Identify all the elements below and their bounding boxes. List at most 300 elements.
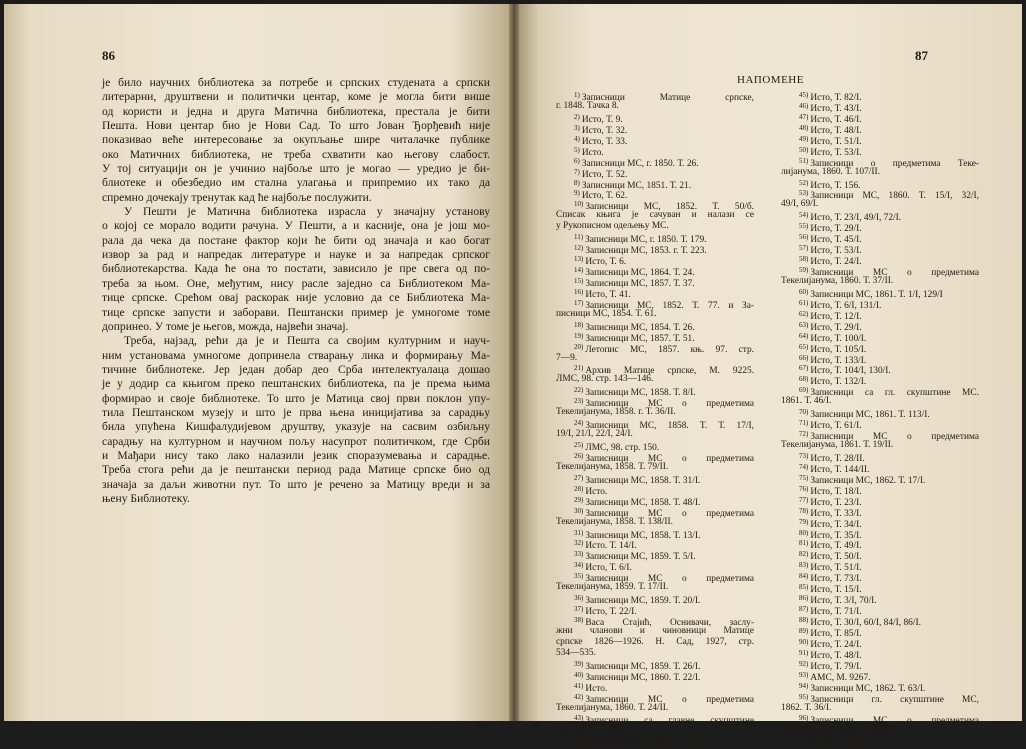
footnote-number: 94) (799, 681, 809, 690)
footnote-line (556, 495, 754, 506)
body-line: је било научних библиотека за потребе и српских студената а српски (102, 76, 490, 89)
footnote-line (556, 549, 754, 563)
footnote-number: 64) (799, 331, 809, 340)
footnote-line (781, 265, 979, 276)
footnote-text: Исто. (585, 486, 608, 497)
footnote-text: Исто, Т. 62. (581, 191, 628, 202)
footnote-number: 28) (574, 484, 584, 493)
footnote-number: 96) (799, 714, 809, 723)
footnote-line (781, 101, 979, 112)
footnote-text: Исто, Т. 46/І. (810, 114, 862, 125)
footnote-number: 20) (574, 342, 584, 351)
body-line: показивао веће интересовање за окупљање шире читалачке публике (102, 133, 490, 147)
footnote-text: Исто, Т. 12/І. (810, 311, 862, 322)
footnote-text: Записници МС, 1862. Т. 63/І. (810, 683, 926, 694)
footnote-number: 73) (799, 451, 809, 460)
footnote-text: Текелијанума, 1863. Т. 36/ІІ. (781, 724, 894, 735)
footnote-number: 54) (799, 211, 809, 220)
footnote-number: 88) (799, 616, 809, 624)
footnote-line (781, 604, 979, 618)
footnote-text: Записници МС о предметима (585, 694, 754, 705)
notes-heading: НАПОМЕНЕ (737, 74, 804, 86)
footnote-number: 39) (574, 659, 584, 668)
footnote-number: 50) (799, 145, 809, 154)
footnote-text: у Рукописном одељењу МС. (556, 221, 669, 232)
footnote-text: Текелијанума, 1860. Т. 24/ІІ. (556, 702, 669, 713)
footnote-text: Исто, Т. 61/І. (810, 421, 862, 432)
footnote-text: Записници МС, 1854. Т. 26. (585, 322, 695, 333)
footnote-line (556, 528, 754, 539)
body-line: од користи и једна и друга Матична библиотека, престала је бити (102, 104, 490, 118)
footnote-line (556, 320, 754, 331)
footnote-text: Исто, Т. 104/І, 130/І. (810, 366, 891, 377)
footnote-text: Записници МС, 1858. Т. 13/І. (585, 530, 701, 541)
footnote-line (556, 210, 754, 221)
footnote-text: писници МС, 1854. Т. 61. (556, 308, 657, 319)
footnote-number: 17) (574, 298, 584, 307)
body-line: око Матичних библиотека, не треба схватити као његову слабост. (102, 147, 490, 161)
footnote-text: Записници МС, 1864. Т. 24. (585, 268, 695, 278)
footnote-number: 57) (799, 244, 809, 253)
footnote-line (556, 735, 754, 749)
footnote-text: Записници МС, 1861. Т. 113/І. (810, 410, 930, 421)
footnote-line (781, 342, 979, 353)
footnote-text: Исто, Т. 51/І. (810, 136, 862, 147)
footnote-number: 5) (574, 145, 580, 154)
body-line: У тој ситуацији он је учинио најбоље што је могао — уредио је би- (102, 162, 490, 176)
footnote-number: 26) (574, 451, 584, 460)
footnote-number: 43) (574, 714, 584, 723)
footnote-line (556, 156, 754, 167)
footnote-number: 2) (574, 112, 580, 121)
footnote-number: 85) (799, 583, 809, 592)
footnote-line (556, 385, 754, 399)
right-page (519, 4, 1022, 749)
footnote-text: Исто, Т. 53/І. (810, 246, 862, 257)
footnote-text: Исто, Т. 43/І. (810, 103, 862, 114)
body-line: тице српске. Срећом овај раскорак није условио да се Библиотека Ма- (102, 291, 490, 305)
footnote-line (556, 145, 754, 156)
footnote-line (556, 506, 754, 517)
footnote-number: 65) (799, 342, 809, 351)
body-line: је у додир са књигом преко пештанских библиотека, па је према њима (102, 377, 490, 391)
body-line: тичине библиотеке. Јер један добар део Срба интелектуалаца дошао (102, 362, 490, 376)
footnote-text: Исто, Т. 18/І. (810, 486, 862, 497)
footnote-text: Исто, Т. 29/І. (810, 224, 862, 235)
footnote-number: 47) (799, 112, 809, 121)
footnote-text: Записници МС о предметима (810, 268, 979, 278)
body-line: У Пешти је Матична библиотека израсла у значајну установу (124, 205, 490, 219)
footnote-text: Исто, Т. 48/І. (810, 125, 862, 136)
footnote-text: Исто, Т. 9. (581, 114, 623, 125)
footnote-line (781, 363, 979, 377)
footnote-text: Текелијанума, 1859. Т. 17/ІІ. (556, 582, 669, 593)
footnote-number: 29) (574, 495, 584, 504)
footnote-number: 38) (574, 616, 584, 624)
footnote-line (781, 735, 979, 749)
footnote-text: Исто. (585, 683, 608, 694)
footnote-line (556, 232, 754, 246)
page-number-left: 86 (102, 48, 115, 63)
footnote-line (556, 265, 754, 276)
footnote-number: 24) (574, 419, 584, 428)
footnote-number: 21) (574, 364, 584, 373)
footnote-line (781, 713, 979, 727)
footnote-number: 15) (574, 276, 584, 285)
footnote-line (781, 298, 979, 309)
footnote-text: српске 1826—1926. Н. Сад, 1927, стр. (556, 636, 754, 647)
footnote-text: 19/І, 21/І, 22/І, 24/І. (556, 429, 633, 440)
footnote-text: Записници МС, г. 1850. Т. 26. (581, 158, 699, 169)
footnote-text: Записници МС, 1852. Т. 50/б. (585, 202, 754, 213)
footnote-line (556, 571, 754, 585)
footnote-text: Исто, Т. 59/ІІ. (810, 738, 865, 749)
footnote-text: Записници МС о предметима (585, 453, 754, 464)
footnote-text: Исто, Т. 82/І. (810, 93, 862, 103)
footnote-text: Записници МС, 1858. Т. 31/І. (585, 475, 701, 486)
footnote-number: 37) (574, 605, 584, 614)
footnote-number: 86) (799, 594, 809, 603)
footnote-text: Записници МС, 1861. Т. 1/І, 129/І (810, 289, 943, 300)
footnote-number: 79) (799, 517, 809, 526)
footnote-line (556, 648, 754, 659)
footnote-line (556, 243, 754, 257)
footnote-text: Текелијанума, 1861. Т. 19/ІІ. (781, 440, 894, 450)
footnote-text: Исто, Т. 100/І. (810, 333, 867, 344)
footnote-number: 40) (574, 670, 584, 679)
footnote-text: 534—535. (556, 647, 596, 658)
footnote-line (781, 287, 979, 298)
footnote-number: 44) (574, 736, 584, 745)
footnote-text: Записници са главне скупштине (585, 716, 754, 727)
footnote-text: Записници МС, 1852. Т. 77. и За- (585, 300, 754, 311)
footnote-line (781, 571, 979, 585)
footnote-text: Исто, Т. 85/І. (810, 628, 862, 639)
footnote-number: 35) (574, 572, 584, 581)
footnote-number: 25) (574, 441, 584, 449)
footnote-text: Исто, Т. 79/І. (810, 661, 862, 672)
body-line: спремно дочекају тренутак кад ће најбоље послужити. (102, 190, 372, 204)
footnote-number: 97) (799, 736, 809, 745)
footnote-text: Исто, Т. 132/І. (810, 377, 867, 388)
footnote-text: Исто. Т. 14/І. (585, 541, 637, 552)
footnote-number: 27) (574, 473, 584, 482)
footnote-line (781, 178, 979, 189)
footnote-number: 45) (799, 91, 809, 99)
footnote-text: Записници МС о предметима (585, 399, 754, 410)
footnote-line (556, 670, 754, 681)
footnote-text: Исто, Т. 41. (585, 289, 631, 300)
body-line: Треба стога рећи да је пештански период рада Матице српске био од (102, 463, 490, 477)
footnote-line (556, 178, 754, 189)
footnote-line (781, 582, 979, 596)
footnote-line (556, 298, 754, 309)
footnote-number: 78) (799, 506, 809, 515)
footnote-line (781, 593, 979, 607)
footnote-text: жни чланови и чиновници Матице (556, 625, 754, 636)
footnote-line (556, 331, 754, 342)
footnote-text: Исто, Т. 45/І. (810, 235, 862, 246)
footnote-text: Исто, Т. 6/І. (585, 563, 632, 574)
footnote-text: Записници МС, 1860. Т. 17/І. (585, 738, 701, 749)
footnote-number: 23) (574, 397, 584, 406)
footnote-number: 72) (799, 430, 809, 439)
footnote-number: 46) (799, 101, 809, 110)
footnote-number: 16) (574, 287, 584, 296)
body-line: тила Пештанском музеју и што је прва њена иницијатива за сарадњу (102, 405, 490, 419)
footnote-text: 1861. Т. 46/І. (781, 396, 832, 407)
footnote-line (781, 615, 979, 626)
footnote-line (556, 363, 754, 377)
body-line: Треба, најзад, рећи да је и Пешта са својим културним и науч- (124, 334, 490, 348)
footnote-text: Исто, Т. 33. (581, 136, 628, 147)
footnote-line (556, 659, 754, 670)
body-line: сарадњу на културном и научном пољу насупрот политичком, где Срби (102, 434, 490, 448)
footnote-number: 3) (574, 123, 580, 132)
body-text (102, 76, 490, 506)
footnote-number: 22) (574, 386, 584, 395)
footnote-number: 32) (574, 539, 584, 548)
footnote-text: Записници гл. скупштине МС, (810, 694, 979, 705)
footnote-text: Записници МС, 1857. Т. 51. (585, 333, 695, 344)
footnote-line (556, 626, 754, 637)
footnote-number: 13) (574, 255, 584, 264)
footnote-text: 1862. Т. 36/І. (781, 702, 832, 713)
footnote-text: Исто, Т. 105/І. (810, 344, 867, 355)
footnote-number: 83) (799, 561, 809, 570)
footnote-text: Исто, Т. 34/І. (810, 519, 862, 530)
footnote-line (781, 112, 979, 123)
footnote-number: 58) (799, 255, 809, 264)
footnote-text: Записници МС о предметима (810, 432, 979, 443)
footnote-line (781, 429, 979, 443)
footnote-number: 31) (574, 528, 584, 537)
footnote-number: 36) (574, 594, 584, 603)
footnote-text: Записници МС, г. 1850. Т. 179. (585, 235, 707, 246)
footnote-line (556, 440, 754, 451)
footnote-text: Исто, Т. 33/І. (810, 508, 862, 519)
footnote-text: Исто, Т. 50/І. (810, 552, 862, 563)
footnote-line (781, 331, 979, 342)
footnote-text: 7—9. (556, 352, 578, 363)
footnote-text: Исто, Т. 28/ІІ. (810, 453, 865, 464)
body-line: допринео. У томе је његов, можда, највећи значај. (102, 319, 349, 333)
footnote-line (781, 353, 979, 364)
footnote-text: Исто, Т. 23/І, 49/І, 72/І. (810, 213, 902, 224)
footnote-number: 91) (799, 648, 809, 657)
footnote-line (781, 243, 979, 257)
footnote-line (781, 123, 979, 134)
footnote-line (781, 232, 979, 246)
footnote-text: ЛМС, 98. стр. 150. (585, 443, 660, 453)
footnote-number: 61) (799, 298, 809, 307)
footnote-text: лијанума, 1860. Т. 107/ІІ. (781, 166, 880, 177)
footnote-number: 9) (574, 189, 580, 198)
footnote-line (556, 473, 754, 484)
body-line: њену Библиотеку. (102, 491, 190, 505)
body-line: треба за њом. Оне, међутим, нису расле заједно са Библиотеком Ма- (102, 276, 490, 290)
footnote-line (556, 134, 754, 145)
footnote-number: 67) (799, 364, 809, 373)
footnote-line (781, 473, 979, 484)
body-line: значаја за даљи животни пут. То што је речено за Матицу вреди и за (102, 477, 490, 491)
footnote-text: Записници МС о предметима (585, 508, 754, 519)
footnote-number: 75) (799, 473, 809, 482)
footnote-text: Текелијанума, 1858. Т. 79/ІІ. (556, 461, 669, 472)
footnote-number: 82) (799, 550, 809, 559)
footnote-line (556, 615, 754, 626)
footnote-number: 11) (574, 233, 584, 242)
footnote-line (781, 156, 979, 167)
footnote-number: 12) (574, 244, 584, 253)
notes-column-2 (781, 90, 979, 749)
footnote-number: 19) (574, 331, 584, 340)
footnote-line (556, 637, 754, 648)
footnote-text: Исто, Т. 71/І. (810, 607, 862, 618)
footnote-text: Исто, Т. 48/І. (810, 650, 862, 661)
footnote-text: Исто, Т. 29/І. (810, 322, 862, 333)
footnote-number: 42) (574, 692, 584, 701)
footnote-text: Исто, Т. 52. (581, 169, 628, 180)
footnote-text: Исто, Т. 3/І, 70/І. (810, 596, 877, 607)
footnote-text: Записници МС, 1859. Т. 26/І. (585, 661, 701, 672)
footnote-line (556, 396, 754, 410)
footnote-line (781, 145, 979, 156)
footnote-number: 74) (799, 462, 809, 471)
notes-column-1 (556, 90, 754, 749)
footnote-number: 51) (799, 156, 809, 165)
footnote-number: 4) (574, 134, 580, 143)
footnote-text: Исто, Т. 22/І. (585, 607, 637, 618)
footnote-line (781, 188, 979, 202)
footnote-number: 92) (799, 659, 809, 668)
body-line: Пешта. Нови центар био је Нови Сад. То што Јован Ђорђевић није (102, 119, 490, 133)
footnote-number: 56) (799, 233, 809, 242)
footnote-line (781, 517, 979, 528)
footnote-number: 52) (799, 178, 809, 187)
book-spread (4, 4, 1022, 749)
footnote-text: Исто. (581, 147, 604, 158)
footnote-number: 77) (799, 495, 809, 504)
footnote-text: Записници Матице српске, (581, 93, 754, 103)
footnote-line (781, 648, 979, 659)
footnote-line (556, 713, 754, 727)
footnote-line (781, 462, 979, 473)
footnote-line (556, 593, 754, 607)
footnote-text: Записници МС, 1858. Т. Т. 17/І, (585, 421, 754, 432)
footnote-line (781, 320, 979, 331)
footnote-number: 81) (799, 539, 809, 548)
footnote-number: 49) (799, 134, 809, 143)
footnote-number: 53) (799, 189, 809, 198)
footnote-number: 55) (799, 222, 809, 231)
footnote-text: Записници МС, 1858. Т. 48/І. (585, 497, 701, 508)
footnote-text: Архив Матице српске, М. 9225. (585, 366, 754, 377)
footnote-text: Исто, Т. 6/І, 131/І. (810, 300, 882, 311)
footnote-text: Текелијанума, 1860. Т. 37/ІІ. (781, 275, 894, 286)
footnote-text: Исто, Т. 32. (581, 125, 628, 136)
footnote-number: 6) (574, 156, 580, 165)
footnote-text: Текелијанума, 1858. Т. 138/ІІ. (556, 516, 673, 527)
body-line: формирао и своје библиотеке. То што је Матица свој први поклон упу- (102, 391, 490, 405)
footnote-line (556, 221, 754, 232)
page-number-right: 87 (915, 48, 928, 63)
body-line: блиотеке и обезбедио им стална улагања и припремио их тако да (102, 176, 490, 190)
footnote-text: Исто, Т. 53/І. (810, 147, 862, 158)
footnote-line (781, 495, 979, 506)
footnote-text: 49/І, 69/І. (781, 199, 819, 210)
footnote-text: Записници о предметима Теке- (810, 158, 979, 169)
left-page (4, 4, 511, 721)
footnote-line (781, 451, 979, 462)
footnote-text: Исто, Т. 30/І, 60/І, 84/І, 86/І. (810, 618, 921, 628)
footnote-line (781, 692, 979, 703)
footnote-text: Исто, Т. 133/І. (810, 355, 867, 366)
footnote-number: 84) (799, 572, 809, 581)
footnote-line (781, 528, 979, 539)
footnote-text: Исто, Т. 51/І. (810, 563, 862, 574)
footnote-number: 10) (574, 200, 584, 209)
footnote-text: Исто, Т. 35/І. (810, 530, 862, 541)
footnote-line (781, 210, 979, 224)
footnote-number: 70) (799, 408, 809, 417)
footnote-text: Исто, Т. 73/І. (810, 574, 862, 585)
footnote-text: Записници са гл. скупштине МС. (810, 388, 979, 399)
footnote-line (556, 451, 754, 462)
footnote-line (556, 199, 754, 213)
footnote-number: 89) (799, 626, 809, 635)
footnote-line (556, 90, 754, 101)
footnote-number: 66) (799, 353, 809, 362)
footnote-number: 68) (799, 375, 809, 384)
footnote-text: ЛМС, 98. стр. 143—146. (556, 374, 654, 385)
footnote-number: 69) (799, 386, 809, 395)
footnote-text: АМС, М. 9267. (810, 672, 871, 683)
footnote-text: Исто, Т. 49/І. (810, 541, 862, 552)
footnote-text: Записници МС о предметима (585, 574, 754, 585)
footnote-number: 18) (574, 320, 584, 329)
footnote-line (781, 385, 979, 399)
footnote-text: Исто, Т. 24/І. (810, 257, 862, 268)
footnote-text: Записници МС о предметима (810, 716, 979, 727)
footnote-text: Записници МС, 1853. г. Т. 223. (585, 246, 707, 257)
footnote-number: 1) (574, 91, 580, 99)
footnote-text: МС, 1859. Т. 34/І. (556, 724, 626, 735)
footnote-number: 80) (799, 528, 809, 537)
body-line: библиотекарства. Када ће она то постати, зависило је пре свега од по- (102, 262, 490, 276)
footnote-number: 14) (574, 266, 584, 274)
footnote-number: 87) (799, 605, 809, 614)
footnote-number: 71) (799, 419, 809, 428)
footnote-number: 7) (574, 167, 580, 176)
footnote-line (781, 659, 979, 670)
body-line: била упућена Кишфалудијевом друштву, указује на сасвим озбиљну (102, 420, 490, 434)
footnote-line (556, 692, 754, 703)
footnote-line (781, 254, 979, 268)
footnote-line (556, 112, 754, 123)
body-line: и Мађари нису тако лако налазили језик споразумевања и сарадње. (102, 448, 490, 462)
footnote-text: Летопис МС, 1857. књ. 97. стр. (585, 344, 754, 355)
body-line: ним установама умногоме допринела стварању лика и формирању Ма- (102, 348, 490, 362)
footnote-line (781, 670, 979, 681)
footnote-number: 41) (574, 681, 584, 690)
footnote-number: 95) (799, 692, 809, 701)
footnote-text: Записници МС, 1862. Т. 17/І. (810, 475, 926, 486)
footnote-text: Записници МС, 1858. Т. 8/І. (585, 388, 696, 399)
footnote-text: Исто, Т. 15/І. (810, 585, 862, 596)
footnote-text: Исто, Т. 156. (810, 180, 861, 191)
footnote-number: 62) (799, 309, 809, 318)
